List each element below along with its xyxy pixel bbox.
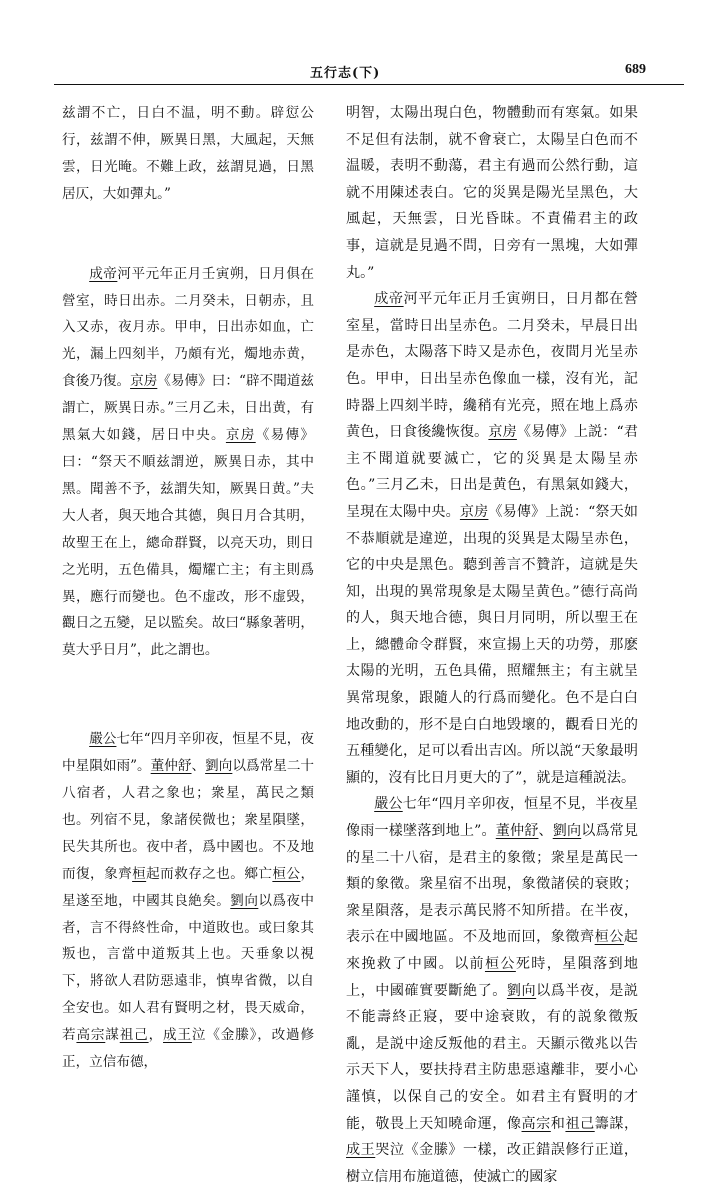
classical-text-column bbox=[62, 100, 314, 1076]
person-name: 高宗 bbox=[521, 1115, 551, 1132]
text-run: 《易傳》上説：“祭天如不恭順就是違逆，出現的災異是太陽呈赤色，它的中央是黑色。聽到善言不贊許，這就是失知，出現的異常現象是太陽呈黄色。”德行高尚的人，與天地合德，與日月同明，所以聖王在上，總體命令群賢，來宣揚上天的功勞，那麽太陽的光明，五色具備，照耀無主；有主就呈異常現象，跟隨人的行爲而變化。色不是白白地改動的，形不是白白地毁壞的，觀看日光的五種變化，足可以看出吉凶。所以説“天象最明顯的，沒有比日月更大的了”，就是這種説法。 bbox=[346, 503, 639, 786]
text-run: 以爲半夜，是説不能壽終正寢，要中途衰敗，有的説象徵叛亂，是説中途反叛他的君主。天顯示徵兆以告示天下人，要扶持君主防患惡遠離非，要小心謹慎，以保自己的安全。如君主有賢明的才能，敬畏上天知曉命運，像 bbox=[346, 982, 639, 1132]
text-run: 起而救存之也。鄉亡 bbox=[146, 865, 273, 882]
person-name: 京房 bbox=[130, 373, 158, 390]
person-name: 京房 bbox=[488, 424, 517, 441]
person-name: 劉向 bbox=[506, 982, 537, 999]
translation-paragraph-1: 明智，太陽出現白色，物體動而有寒氣。如果不足但有法制，就不會衰亡，太陽呈白色而不温暖，表明不動蕩，君主有過而公然行動，這就不用陳述表白。它的災異是陽光呈黑色，大風起，天無雲，日光昏昧。不責備君主的政事，這就是見過不問，日旁有一黑塊，大如彈丸。” bbox=[346, 105, 638, 281]
translation-paragraph-3 bbox=[346, 791, 638, 1190]
person-name: 劉向 bbox=[552, 823, 582, 840]
person-name: 高宗 bbox=[76, 1027, 106, 1044]
text-run: 以爲常星二十八宿者，人君之象也；衆星，萬民之類也。列宿不見，象諸侯微也；衆星隕墜，民失其所也。夜中者，爲中國也。不及地而復，象齊 bbox=[62, 758, 315, 882]
person-name: 成帝 bbox=[374, 291, 404, 308]
translation-paragraph-2 bbox=[346, 286, 638, 791]
classical-paragraph-2 bbox=[62, 261, 314, 665]
text-run: 《易傳》上説：“君主不聞道就要滅亡，它的災異是太陽呈赤色。”三月乙未，日出是黄色，有黑氣如錢大，呈現在太陽中央。 bbox=[346, 424, 638, 520]
person-name: 桓公 bbox=[484, 956, 516, 972]
text-run: 、 bbox=[191, 758, 206, 775]
person-name: 桓 bbox=[132, 865, 147, 882]
person-name: 成王 bbox=[163, 1027, 192, 1044]
text-run: 、 bbox=[538, 823, 553, 840]
text-run: 以爲夜中者，言不得終性命，中道敗也。或曰象其叛也，言當中道叛其上也。天垂象以視下，將欲人君防惡遠非，慎卑省微，以自全安也。如人君有賢明之材，畏天威命，若 bbox=[62, 892, 315, 1044]
text-run: 河平元年正月壬寅朔，日月俱在營室，時日出赤。二月癸未，日朝赤，且入又赤，夜月赤。甲申，日出赤如血，亡光，漏上四刻半，乃頗有光，燭地赤黄，食後乃復。 bbox=[62, 265, 315, 390]
text-run: 泣《金縢》，改過修正，立信布德， bbox=[62, 1027, 315, 1071]
running-header-title: 五行志(下) bbox=[310, 66, 381, 81]
page-number: 689 bbox=[625, 62, 646, 77]
translation-column bbox=[346, 100, 638, 1190]
text-run: 河平元年正月壬寅朔日，日月都在營室星，當時日出呈赤色。二月癸未，早晨日出是赤色，太陽落下時又是赤色，夜間月光呈赤色。甲申，日出呈赤色像血一樣，沒有光，記時器上四刻半時，纔稍有光亮，照在地上爲赤黄色，日食後纔恢復。 bbox=[346, 291, 639, 441]
text-run: 《易傳》曰：“祭天不順兹謂逆，厥異日赤，其中黑。聞善不予，兹謂失知，厥異日黄。”夫大人者，與天地合其德，與日月合其明，故聖王在上，總命群賢，以亮天功，則日之光明，五色備具，燭耀亡主；有主則爲異，應行而變也。色不虚改，形不虚毁，觀日之五變，足以監矣。故曰“縣象著明，莫大乎日月”，此之謂也。 bbox=[62, 427, 315, 659]
person-name: 祖己 bbox=[119, 1027, 149, 1044]
person-name: 京房 bbox=[225, 427, 256, 444]
person-name: 桓公 bbox=[594, 929, 624, 946]
person-name: 京房 bbox=[459, 503, 489, 520]
text-run: 七年“四月辛卯夜，恒星不見，夜中星隕如雨”。 bbox=[62, 731, 314, 775]
text-run: 七年“四月辛卯夜，恒星不見，半夜星像雨一樣墜落到地上”。 bbox=[346, 796, 638, 840]
person-name: 桓公 bbox=[272, 865, 301, 882]
person-name: 嚴公 bbox=[374, 796, 403, 813]
text-run: 以爲常見的星二十八宿，是君主的象徵；衆星是萬民一類的象徵。衆星宿不出現，象徵諸侯的衰敗；衆星隕落，是表示萬民將不知所措。在半夜，表示在中國地區。不及地而回，象徵齊 bbox=[346, 823, 639, 946]
person-name: 成王 bbox=[346, 1142, 376, 1159]
text-run: 和 bbox=[550, 1115, 566, 1132]
text-run: 《易傳》曰：“辟不聞道兹謂亡，厥異日赤。”三月乙未，日出黄，有黑氣大如錢，居日中央。 bbox=[62, 373, 315, 444]
text-run: ，星遂至地，中國其良絶矣。 bbox=[62, 865, 315, 909]
person-name: 劉向 bbox=[230, 892, 259, 909]
person-name: 董仲舒 bbox=[495, 823, 539, 840]
text-run: ， bbox=[148, 1027, 164, 1044]
classical-paragraph-3 bbox=[62, 726, 314, 1076]
person-name: 成帝 bbox=[89, 265, 118, 282]
person-name: 祖己 bbox=[565, 1115, 595, 1132]
text-run: 死時，星隕落到地上，中國確實要斷絶了。 bbox=[346, 956, 639, 999]
text-run: 籌謀， bbox=[594, 1115, 639, 1132]
text-run: 哭泣《金縢》一樣，改正錯誤修行正道，樹立信用布施道德，使滅亡的國家 bbox=[346, 1142, 639, 1185]
person-name: 董仲舒 bbox=[150, 758, 192, 775]
person-name: 劉向 bbox=[205, 758, 233, 775]
classical-paragraph-1: 兹謂不亡，日白不温，明不動。辟愆公行，兹謂不伸，厥異日黑，大風起，天無雲，日光晻。不難上政，兹謂見過，日黑居仄，大如彈丸。” bbox=[62, 105, 314, 202]
text-run: 謀 bbox=[105, 1027, 120, 1044]
header-rule bbox=[54, 84, 684, 85]
text-run: 起來挽救了中國。以前 bbox=[346, 929, 639, 972]
person-name: 嚴公 bbox=[89, 731, 117, 748]
